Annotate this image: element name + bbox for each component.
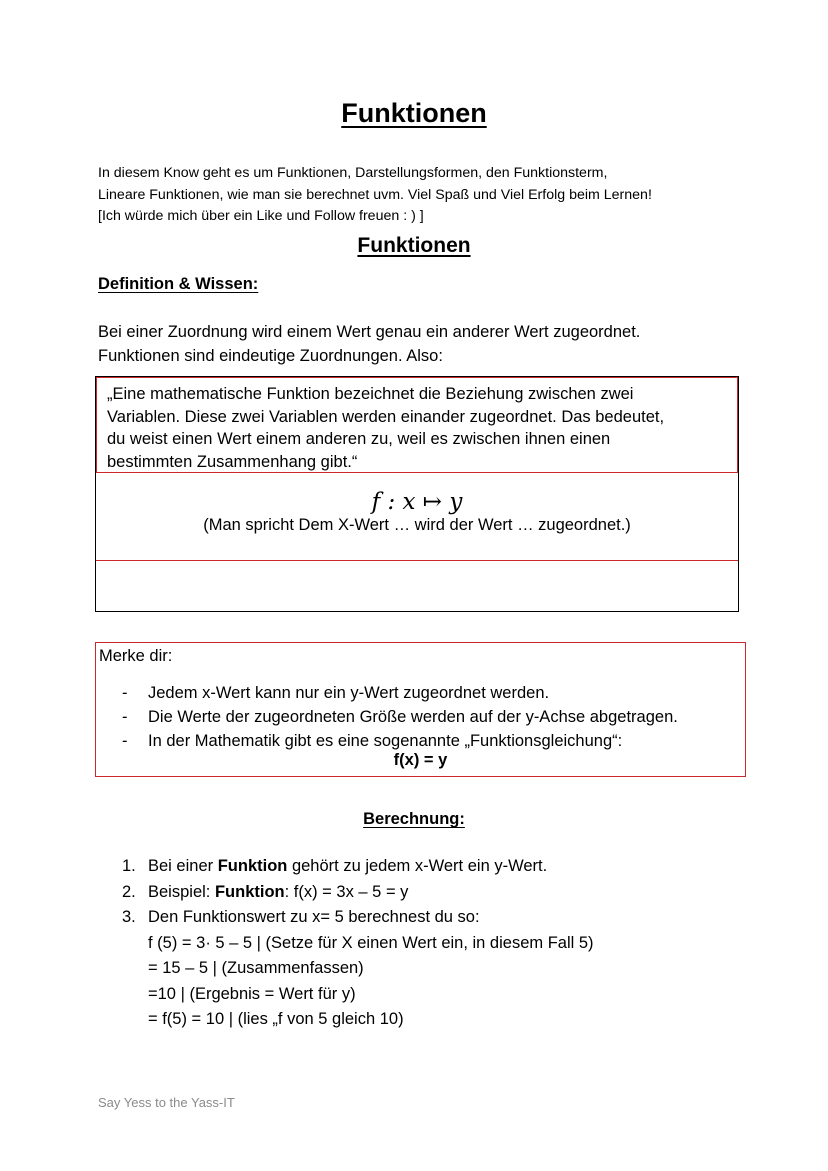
merke-box (95, 642, 746, 777)
step-text: gehört zu jedem x-Wert ein y-Wert. (287, 857, 548, 875)
calc-line: =10 | (Ergebnis = Wert für y) (148, 984, 356, 1003)
calc-line: f (5) = 3· 5 – 5 | (Setze für X einen Wert ein, in diesem Fall 5) (148, 933, 594, 952)
bullet-dash: - (122, 732, 128, 750)
step-text: Bei einer (148, 857, 218, 875)
step-bold: Funktion (214, 882, 285, 901)
merke-heading: Merke dir: (99, 647, 173, 665)
definition-heading: Definition & Wissen: (98, 275, 259, 293)
intro-line: Lineare Funktionen, wie man sie berechnet uvm. Viel Spaß und Viel Erfolg beim Lernen! (98, 186, 652, 203)
step-text: Beispiel: (148, 882, 215, 901)
quote-line: „Eine mathematische Funktion bezeichnet die Beziehung zwischen zwei (107, 385, 634, 403)
step-item (122, 880, 594, 906)
step-item (122, 854, 594, 880)
merke-list (96, 681, 678, 753)
mapping-formula: f : x ↦ y (371, 489, 463, 515)
list-item (96, 705, 678, 729)
calculation-heading: Berechnung: (363, 810, 465, 828)
list-item-text: In der Mathematik gibt es eine sogenannte „Funktionsgleichung“: (148, 732, 623, 750)
section-title: Funktionen (357, 234, 471, 257)
footer-text: Say Yess to the Yass-IT (98, 1095, 235, 1110)
list-item-text: Jedem x-Wert kann nur ein y-Wert zugeordnet werden. (148, 684, 550, 702)
definition-quote (96, 377, 738, 473)
formula-note: (Man spricht Dem X-Wert … wird der Wert … zugeordnet.) (203, 516, 631, 534)
step-item (122, 905, 594, 931)
step-number: 1. (122, 857, 136, 875)
list-item (96, 729, 678, 753)
intro-line: [Ich würde mich über ein Like und Follow freuen : ) ] (98, 208, 424, 224)
page-title: Funktionen (341, 98, 487, 128)
step-text: : f(x) = 3x – 5 = y (284, 882, 409, 901)
step-text: Den Funktionswert zu x= 5 berechnest du so: (148, 908, 480, 926)
step-bold: Funktion (217, 857, 288, 875)
calc-line: = 15 – 5 | (Zusammenfassen) (148, 959, 364, 977)
quote-line: du weist einen Wert einem anderen zu, weil es zwischen ihnen einen (107, 430, 611, 448)
step-number: 3. (122, 908, 136, 926)
calc-line: = f(5) = 10 | (lies „f von 5 gleich 10) (148, 1010, 404, 1028)
quote-line: Variablen. Diese zwei Variablen werden einander zugeordnet. Das bedeutet, (107, 407, 665, 426)
step-number: 2. (122, 882, 136, 901)
definition-paragraph (98, 320, 640, 368)
calculation-steps (122, 854, 594, 1033)
quote-line: bestimmten Zusammenhang gibt.“ (107, 452, 358, 471)
list-item (96, 681, 678, 705)
formula-cell (96, 473, 738, 561)
intro-line: In diesem Know geht es um Funktionen, Darstellungsformen, den Funktionsterm, (98, 165, 608, 181)
list-item-text: Die Werte der zugeordneten Größe werden auf der y-Achse abgetragen. (148, 708, 678, 726)
paragraph-line: Bei einer Zuordnung wird einem Wert genau ein anderer Wert zugeordnet. (98, 323, 641, 341)
definition-table (95, 376, 739, 612)
bullet-dash: - (122, 684, 128, 702)
intro-text (98, 163, 652, 228)
paragraph-line: Funktionen sind eindeutige Zuordnungen. Also: (98, 347, 443, 365)
function-equation: f(x) = y (393, 751, 448, 769)
bullet-dash: - (122, 708, 128, 726)
